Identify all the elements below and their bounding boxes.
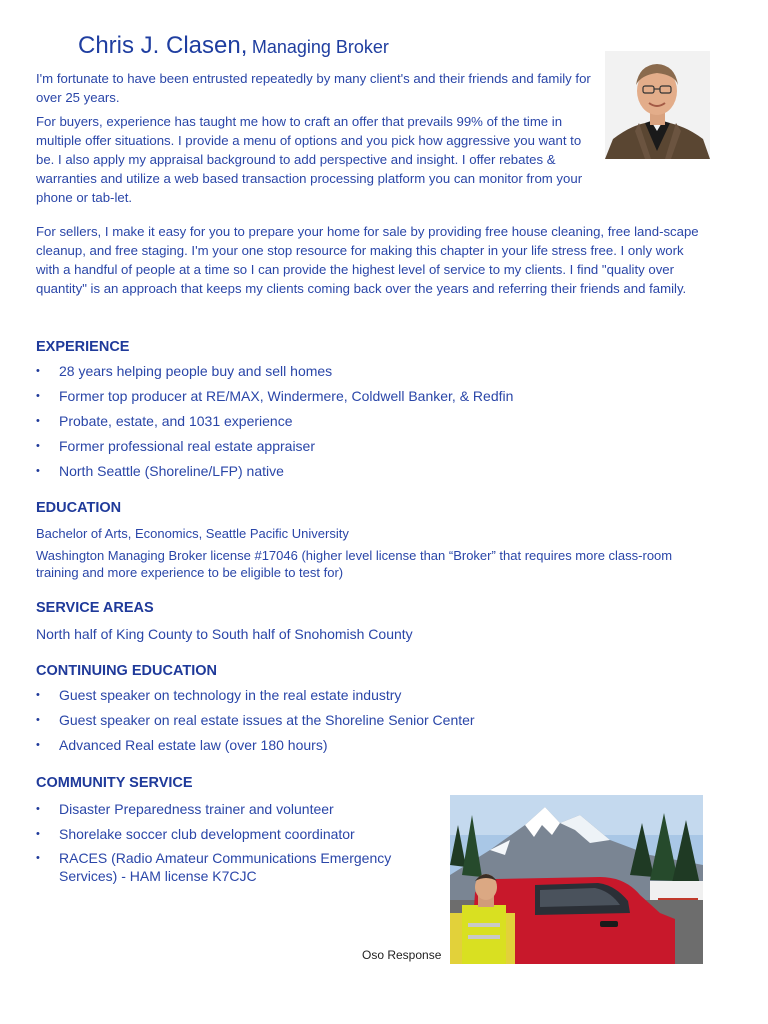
list-item: • Disaster Preparedness trainer and volunteer [36, 800, 436, 818]
education-license: Washington Managing Broker license #17046 (higher level license than “Broker” that requires more class-room training and more experience to be eligible to test for) [36, 548, 673, 580]
list-item: • 28 years helping people buy and sell homes [36, 359, 716, 384]
list-item: • Advanced Real estate law (over 180 hours) [36, 733, 716, 758]
oso-response-photo [450, 795, 703, 964]
list-item: • Former top producer at RE/MAX, Windermere, Coldwell Banker, & Redfin [36, 384, 716, 409]
continuing-education-list [36, 683, 716, 758]
service-areas-heading: SERVICE AREAS [36, 600, 154, 616]
photo-caption: Oso Response [362, 948, 442, 962]
list-item: • RACES (Radio Amateur Communications Emergency Services) - HAM license K7CJC [36, 849, 436, 885]
education-heading: EDUCATION [36, 500, 122, 516]
list-item: • Former professional real estate appraiser [36, 434, 716, 459]
page-title [78, 32, 389, 60]
portrait-photo [605, 51, 710, 159]
list-item: • Guest speaker on technology in the real estate industry [36, 683, 716, 708]
agent-role: Managing Broker [251, 37, 389, 57]
experience-list [36, 359, 716, 484]
intro-paragraph-buyers: For buyers, experience has taught me how to craft an offer that prevails 99% of the time in multiple offer situations. I provide a menu of options and you pick how aggressive you want to be. I also apply my appraisal background to add perspective and insight. I offer rebates & warranties and utilize a web based transaction processing platform you can monitor from your phone or tab-let. [36, 114, 583, 205]
list-item: • North Seattle (Shoreline/LFP) native [36, 459, 716, 484]
community-service-heading: COMMUNITY SERVICE [36, 775, 193, 791]
experience-heading: EXPERIENCE [36, 339, 130, 355]
service-areas-text: North half of King County to South half of Snohomish County [36, 626, 413, 642]
list-item: • Probate, estate, and 1031 experience [36, 409, 716, 434]
list-item: • Guest speaker on real estate issues at the Shoreline Senior Center [36, 708, 716, 733]
intro-paragraph-1: I'm fortunate to have been entrusted repeatedly by many client's and their friends and family for over 25 years. [36, 71, 591, 105]
community-service-list [36, 800, 436, 892]
continuing-education-heading: CONTINUING EDUCATION [36, 663, 217, 679]
list-item: • Shorelake soccer club development coordinator [36, 825, 436, 843]
intro-paragraph-sellers: For sellers, I make it easy for you to prepare your home for sale by providing free house cleaning, free land-scape cleanup, and free staging. I'm your one stop resource for making this chapter in your life stress free. I only work with a handful of people at a time so I can provide the highest level of service to my clients. I find "quality over quantity" is an approach that keeps my clients coming back over the years and referring their friends and family. [36, 224, 699, 296]
education-degree: Bachelor of Arts, Economics, Seattle Pacific University [36, 526, 349, 541]
agent-name: Chris J. Clasen, [78, 32, 248, 59]
